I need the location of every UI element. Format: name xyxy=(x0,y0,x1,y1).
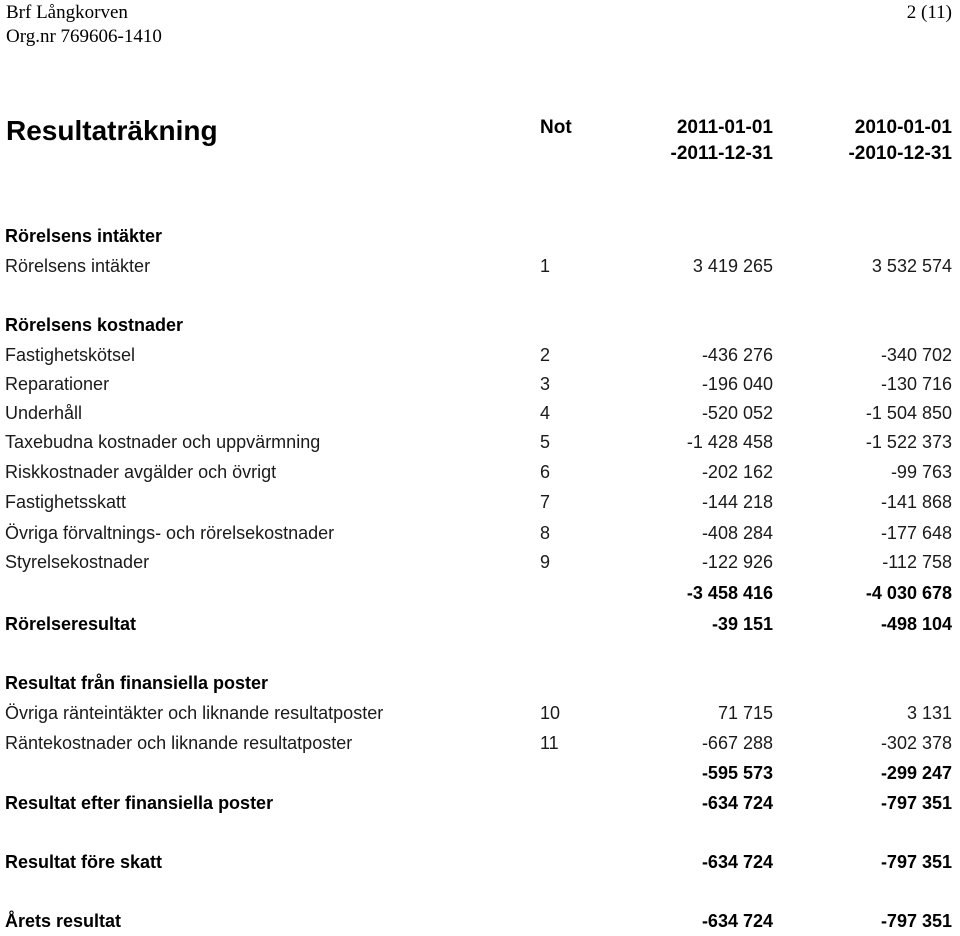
row-value-2011: -144 218 xyxy=(701,492,773,512)
page-title: Resultaträkning xyxy=(6,115,218,146)
column-header-2010-start: 2010-01-01 xyxy=(854,117,952,138)
table-row xyxy=(0,847,960,877)
table-row xyxy=(0,609,960,639)
row-value-2011: -520 052 xyxy=(701,403,773,423)
row-value-2011: -196 040 xyxy=(701,374,773,394)
row-note: 4 xyxy=(540,403,551,423)
row-note: 10 xyxy=(540,703,561,723)
table-row xyxy=(0,788,960,818)
row-label: Resultat från finansiella poster xyxy=(5,673,269,693)
row-value-2010: 3 532 574 xyxy=(871,256,952,276)
row-value-2011: -202 162 xyxy=(701,462,773,482)
row-note: 5 xyxy=(540,432,551,452)
row-value-2010: -299 247 xyxy=(880,763,952,783)
row-label: Reparationer xyxy=(5,374,110,394)
row-value-2011: -667 288 xyxy=(701,733,773,753)
table-row xyxy=(0,668,960,698)
row-label: Resultat efter finansiella poster xyxy=(5,793,274,813)
row-note: 8 xyxy=(540,523,551,543)
organization-name: Brf Långkorven xyxy=(6,2,128,23)
row-value-2010: -112 758 xyxy=(882,552,952,572)
row-value-2010: -177 648 xyxy=(880,523,952,543)
row-label: Fastighetskötsel xyxy=(5,345,136,365)
row-value-2011: -595 573 xyxy=(701,763,773,783)
row-value-2010: -302 378 xyxy=(880,733,952,753)
row-value-2011: -634 724 xyxy=(701,793,773,813)
row-note: 9 xyxy=(540,552,551,572)
row-value-2011: 71 715 xyxy=(717,703,773,723)
row-label: Underhåll xyxy=(5,403,83,423)
row-note: 7 xyxy=(540,492,551,512)
row-label: Resultat före skatt xyxy=(5,852,163,872)
organization-number: Org.nr 769606-1410 xyxy=(6,26,162,47)
table-row xyxy=(0,369,960,399)
row-value-2010: -99 763 xyxy=(890,462,952,482)
row-value-2011: -634 724 xyxy=(701,911,773,931)
table-row xyxy=(0,457,960,487)
row-value-2011: -39 151 xyxy=(711,614,773,634)
row-value-2010: -4 030 678 xyxy=(865,583,952,603)
row-note: 6 xyxy=(540,462,551,482)
row-value-2011: -1 428 458 xyxy=(686,432,773,452)
row-value-2010: -130 716 xyxy=(880,374,952,394)
row-label: Rörelseresultat xyxy=(5,614,137,634)
column-header-2010-end: -2010-12-31 xyxy=(848,143,952,164)
row-value-2011: -3 458 416 xyxy=(686,583,773,603)
row-label: Styrelsekostnader xyxy=(5,552,150,572)
table-row xyxy=(0,518,960,548)
table-row xyxy=(0,758,960,788)
row-label: Taxebudna kostnader och uppvärmning xyxy=(5,432,321,452)
table-row xyxy=(0,698,960,728)
row-value-2010: -1 504 850 xyxy=(865,403,952,423)
table-row xyxy=(0,578,960,608)
row-value-2010: -797 351 xyxy=(880,793,952,813)
row-value-2011: -122 926 xyxy=(701,552,773,572)
page-number: 2 (11) xyxy=(906,2,952,23)
row-note: 11 xyxy=(540,733,559,753)
row-note: 1 xyxy=(540,256,551,276)
row-value-2010: -141 868 xyxy=(880,492,952,512)
row-value-2010: -340 702 xyxy=(880,345,952,365)
table-row xyxy=(0,487,960,517)
row-value-2010: 3 131 xyxy=(906,703,952,723)
row-label: Årets resultat xyxy=(5,911,122,931)
row-label: Fastighetsskatt xyxy=(5,492,127,512)
table-row xyxy=(0,427,960,457)
row-value-2011: -634 724 xyxy=(701,852,773,872)
row-label: Räntekostnader och liknande resultatposter xyxy=(5,733,353,753)
table-row xyxy=(0,547,960,577)
row-note: 3 xyxy=(540,374,551,394)
row-value-2011: -408 284 xyxy=(701,523,773,543)
table-row xyxy=(0,340,960,370)
table-row xyxy=(0,221,960,251)
column-header-2011-end: -2011-12-31 xyxy=(670,143,773,164)
row-label: Rörelsens intäkter xyxy=(5,226,163,246)
row-value-2011: 3 419 265 xyxy=(692,256,773,276)
row-label: Rörelsens intäkter xyxy=(5,256,151,276)
column-header-2011-start: 2011-01-01 xyxy=(676,117,773,138)
row-note: 2 xyxy=(540,345,551,365)
row-label: Riskkostnader avgälder och övrigt xyxy=(5,462,277,482)
row-label: Övriga förvaltnings- och rörelsekostnader xyxy=(5,523,335,543)
table-row xyxy=(0,728,960,758)
row-value-2010: -797 351 xyxy=(880,911,952,931)
row-label: Övriga ränteintäkter och liknande resultatposter xyxy=(5,703,384,723)
row-value-2011: -436 276 xyxy=(701,345,773,365)
row-value-2010: -797 351 xyxy=(880,852,952,872)
row-value-2010: -498 104 xyxy=(880,614,952,634)
table-row xyxy=(0,398,960,428)
column-header-note: Not xyxy=(540,117,572,138)
row-label: Rörelsens kostnader xyxy=(5,315,184,335)
row-value-2010: -1 522 373 xyxy=(865,432,952,452)
table-row xyxy=(0,310,960,340)
table-row xyxy=(0,251,960,281)
